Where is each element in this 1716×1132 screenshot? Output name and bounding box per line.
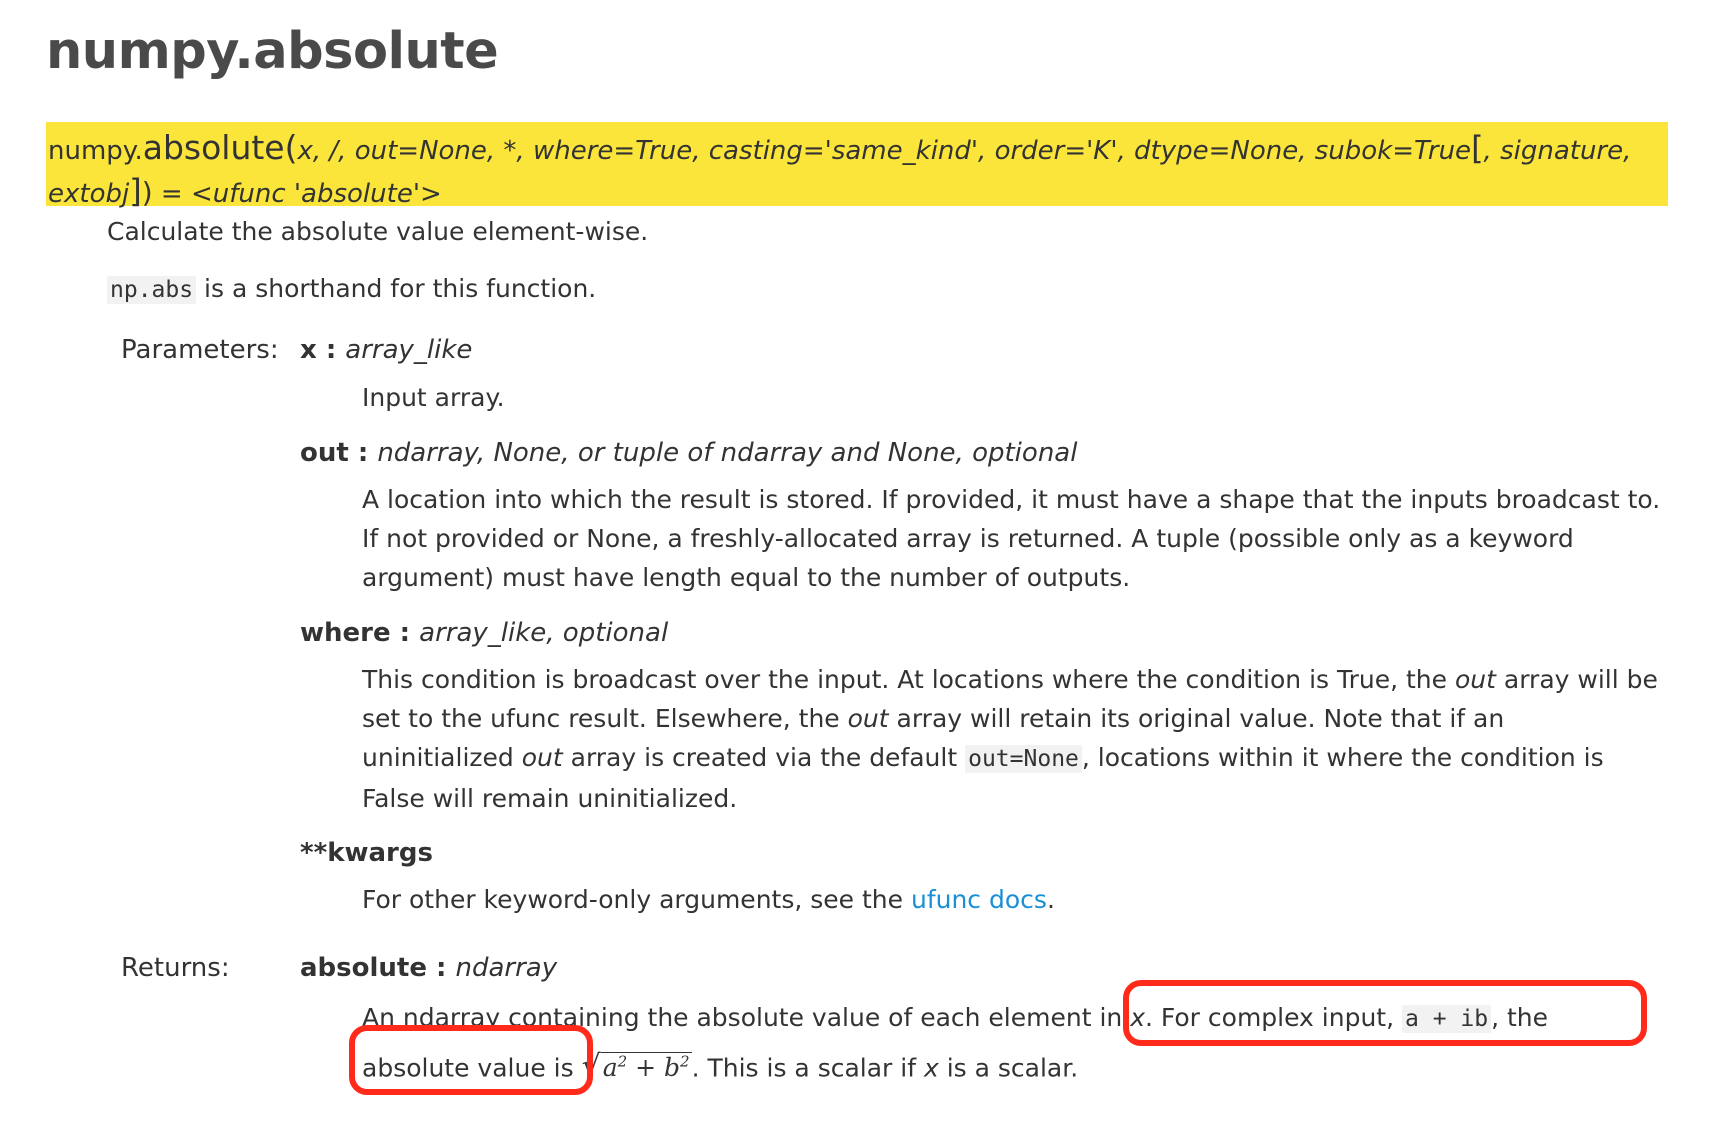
text-segment: This condition is broadcast over the input. At locations where the condition is True, the bbox=[362, 665, 1455, 694]
param-out-desc: A location into which the result is stored. If provided, it must have a shape that the inputs broadcast to. If not provided or None, a freshly-allocated array is returned. A tuple (possible only as a keyword argument) must have length equal to the number of outputs. bbox=[362, 485, 1661, 592]
param-kwargs-head bbox=[300, 838, 433, 868]
param-sep: : bbox=[348, 438, 378, 468]
param-kwargs-desc bbox=[362, 880, 1662, 919]
text-segment: . For complex input, bbox=[1145, 1003, 1402, 1032]
page-title: numpy.absolute bbox=[46, 22, 499, 81]
math-exponent: 2 bbox=[680, 1053, 690, 1071]
signature-bracket-close: ] bbox=[129, 172, 142, 210]
signature-module: numpy. bbox=[48, 136, 143, 166]
returns-desc bbox=[362, 996, 1662, 1089]
signature-params-tail: , signature, bbox=[1483, 136, 1632, 166]
param-type: ndarray, None, or tuple of ndarray and None, optional bbox=[377, 438, 1078, 468]
param-name: out bbox=[300, 438, 349, 468]
text-segment: is a scalar. bbox=[938, 1053, 1079, 1083]
emphasis-out: out bbox=[521, 743, 563, 772]
sqrt-radicand bbox=[601, 1052, 692, 1082]
signature-suffix: = <ufunc 'absolute'> bbox=[152, 179, 442, 209]
text-segment: array will be set to the ufunc result. Elsewhere, the bbox=[362, 665, 1658, 733]
emphasis-x: x bbox=[923, 1053, 939, 1083]
text-segment: An ndarray containing the absolute value of each element in bbox=[362, 1003, 1131, 1032]
function-signature bbox=[46, 122, 1668, 210]
signature-open-paren: ( bbox=[284, 128, 298, 167]
sqrt-icon: √ bbox=[581, 1049, 601, 1085]
param-where-head bbox=[300, 618, 668, 648]
math-a: a bbox=[602, 1053, 618, 1083]
param-sep: : bbox=[316, 335, 346, 365]
signature-close-paren: ) bbox=[141, 176, 153, 209]
shorthand-text: is a shorthand for this function. bbox=[196, 274, 597, 303]
shorthand-note bbox=[107, 274, 596, 303]
param-sep: : bbox=[390, 618, 420, 648]
signature-params-extobj: extobj bbox=[48, 179, 130, 209]
param-type: array_like bbox=[345, 335, 473, 365]
signature-bracket-open: [ bbox=[1471, 129, 1484, 167]
text-segment: For other keyword-only arguments, see the bbox=[362, 885, 911, 914]
function-summary: Calculate the absolute value element-wise. bbox=[107, 217, 649, 246]
emphasis-out: out bbox=[1454, 665, 1496, 694]
returns-label: Returns: bbox=[121, 953, 230, 983]
shorthand-code: np.abs bbox=[107, 276, 196, 304]
param-name: **kwargs bbox=[300, 838, 433, 868]
text-segment: array will retain its original value. Note that if an uninitialized bbox=[362, 704, 1505, 772]
signature-function-name: absolute bbox=[142, 128, 285, 167]
text-segment: array is created via the default bbox=[562, 743, 966, 772]
param-x-desc: Input array. bbox=[362, 383, 505, 412]
returns-head bbox=[300, 953, 557, 983]
param-where-desc bbox=[362, 660, 1662, 818]
math-b: b bbox=[664, 1053, 681, 1083]
returns-sep: : bbox=[426, 953, 456, 983]
text-segment: , locations within it where the condition is False will remain uninitialized. bbox=[362, 743, 1604, 813]
code-out-none: out=None bbox=[965, 745, 1082, 773]
text-segment: , the absolute value is bbox=[362, 1003, 1549, 1083]
emphasis-out: out bbox=[847, 704, 889, 733]
returns-type: ndarray bbox=[455, 953, 558, 983]
param-name: x bbox=[300, 335, 317, 365]
code-a-plus-ib: a + ib bbox=[1402, 1005, 1491, 1033]
text-segment: . This is a scalar if bbox=[691, 1053, 924, 1083]
parameters-label: Parameters: bbox=[121, 335, 279, 365]
math-exponent: 2 bbox=[617, 1053, 628, 1071]
text-segment: . bbox=[1046, 885, 1055, 914]
signature-params: x, /, out=None, *, where=True, casting='same_kind', order='K', dtype=None, subok=True bbox=[297, 136, 1472, 166]
math-plus: + bbox=[627, 1053, 665, 1083]
param-x-head bbox=[300, 335, 472, 365]
ufunc-docs-link[interactable]: ufunc docs bbox=[910, 885, 1047, 914]
emphasis-x: x bbox=[1130, 1003, 1145, 1032]
sqrt-formula bbox=[581, 1049, 692, 1085]
param-type: array_like, optional bbox=[419, 618, 669, 648]
param-out-head bbox=[300, 438, 1077, 468]
param-name: where bbox=[300, 618, 391, 648]
returns-name: absolute bbox=[300, 953, 427, 983]
